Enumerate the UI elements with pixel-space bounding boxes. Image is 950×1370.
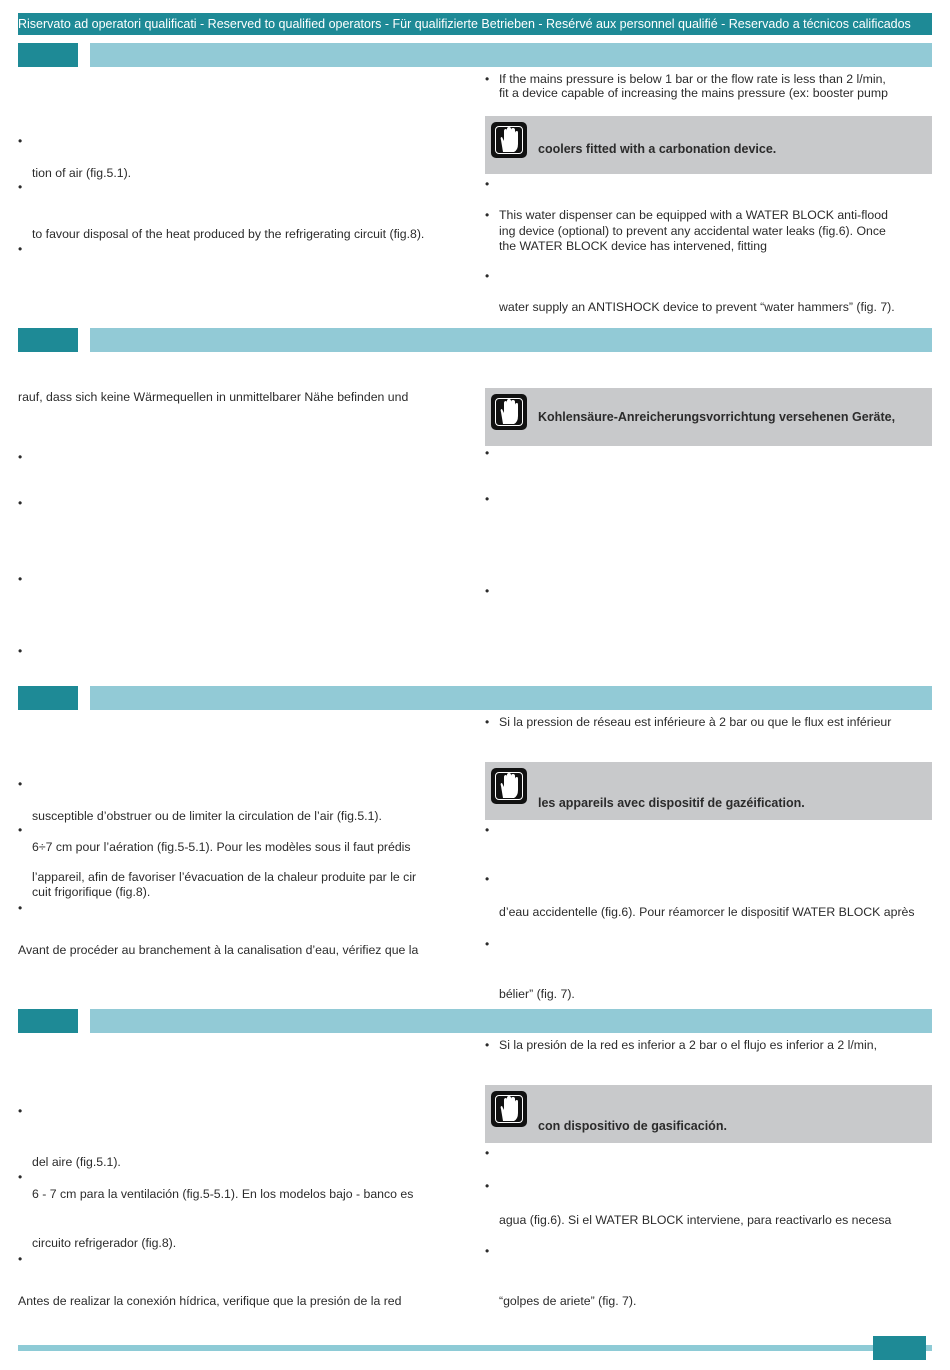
bullet: • xyxy=(485,715,490,729)
bullet: • xyxy=(485,584,490,598)
bullet: • xyxy=(18,1104,23,1118)
stop-hand-icon xyxy=(491,122,527,158)
section-header-spanish xyxy=(18,1009,932,1033)
paragraph-line: d’eau accidentelle (fig.6). Pour réamorcer le dispositif WATER BLOCK après xyxy=(499,905,915,919)
section-band xyxy=(90,1009,932,1033)
paragraph-line: tion of air (fig.5.1). xyxy=(32,166,132,180)
bullet: • xyxy=(18,572,23,586)
section-tab xyxy=(18,328,78,352)
paragraph-line: susceptible d’obstruer ou de limiter la circulation de l’air (fig.5.1). xyxy=(32,809,382,823)
footer-rule xyxy=(18,1345,932,1351)
bullet: • xyxy=(485,446,490,460)
section-header-german xyxy=(18,328,932,352)
section-header-french xyxy=(18,686,932,710)
restriction-text: Riservato ad operatori qualificati - Reserved to qualified operators - Für qualifizierte Betrieben - Resérvé aux personnel qualifié - Reservado a técnicos calificados xyxy=(18,17,911,31)
bullet: • xyxy=(18,777,23,791)
bullet: • xyxy=(485,1244,490,1258)
bullet: • xyxy=(485,492,490,506)
paragraph-line: cuit frigorifique (fig.8). xyxy=(32,885,151,899)
bullet: • xyxy=(485,937,490,951)
section-header-english xyxy=(18,43,932,67)
paragraph-line: agua (fig.6). Si el WATER BLOCK interviene, para reactivarlo es necesa xyxy=(499,1213,892,1227)
paragraph-line: water supply an ANTISHOCK device to prevent “water hammers” (fig. 7). xyxy=(499,300,895,314)
section-band xyxy=(90,686,932,710)
warning-text: con dispositivo de gasificación. xyxy=(538,1119,727,1133)
paragraph-line: 6 - 7 cm para la ventilación (fig.5-5.1). En los modelos bajo - banco es xyxy=(32,1187,414,1201)
bullet: • xyxy=(18,644,23,658)
bullet: • xyxy=(485,1146,490,1160)
bullet: • xyxy=(485,72,490,86)
paragraph-line: circuito refrigerador (fig.8). xyxy=(32,1236,177,1250)
bullet: • xyxy=(485,872,490,886)
paragraph-line: fit a device capable of increasing the mains pressure (ex: booster pump xyxy=(499,86,888,100)
bullet: • xyxy=(18,450,23,464)
paragraph-line: the WATER BLOCK device has intervened, fitting xyxy=(499,239,767,253)
paragraph-line: Avant de procéder au branchement à la canalisation d’eau, vérifiez que la xyxy=(18,943,419,957)
warning-box xyxy=(485,762,932,820)
section-tab xyxy=(18,686,78,710)
bullet: • xyxy=(18,1170,23,1184)
bullet: • xyxy=(18,1252,23,1266)
bullet: • xyxy=(485,177,490,191)
section-tab xyxy=(18,1009,78,1033)
paragraph-line: If the mains pressure is below 1 bar or the flow rate is less than 2 l/min, xyxy=(499,72,886,86)
section-band xyxy=(90,43,932,67)
warning-box xyxy=(485,116,932,174)
paragraph-line: This water dispenser can be equipped with a WATER BLOCK anti-flood xyxy=(499,208,888,222)
restriction-banner xyxy=(18,13,932,35)
paragraph-line: ing device (optional) to prevent any accidental water leaks (fig.6). Once xyxy=(499,224,886,238)
warning-text: Kohlensäure-Anreicherungsvorrichtung versehenen Geräte, xyxy=(538,410,896,424)
bullet: • xyxy=(485,1179,490,1193)
warning-text: coolers fitted with a carbonation device. xyxy=(538,142,777,156)
section-tab xyxy=(18,43,78,67)
bullet: • xyxy=(18,823,23,837)
bullet: • xyxy=(485,269,490,283)
paragraph-line: Si la pression de réseau est inférieure à 2 bar ou que le flux est inférieur xyxy=(499,715,892,729)
bullet: • xyxy=(485,1038,490,1052)
stop-hand-icon xyxy=(491,394,527,430)
bullet: • xyxy=(18,134,23,148)
warning-box xyxy=(485,1085,932,1143)
page-number-tab xyxy=(873,1336,926,1360)
bullet: • xyxy=(18,496,23,510)
bullet: • xyxy=(18,180,23,194)
paragraph-line: del aire (fig.5.1). xyxy=(32,1155,121,1169)
stop-hand-icon xyxy=(491,1091,527,1127)
paragraph-line: l’appareil, afin de favoriser l’évacuation de la chaleur produite par le cir xyxy=(32,870,417,884)
section-band xyxy=(90,328,932,352)
bullet: • xyxy=(18,901,23,915)
bullet: • xyxy=(485,208,490,222)
warning-text: les appareils avec dispositif de gazéification. xyxy=(538,796,805,810)
paragraph-line: 6÷7 cm pour l’aération (fig.5-5.1). Pour les modèles sous il faut prédis xyxy=(32,840,411,854)
stop-hand-icon xyxy=(491,768,527,804)
paragraph-line: “golpes de ariete” (fig. 7). xyxy=(499,1294,637,1308)
paragraph-line: Si la presión de la red es inferior a 2 bar o el flujo es inferior a 2 l/min, xyxy=(499,1038,877,1052)
paragraph-line: Antes de realizar la conexión hídrica, verifique que la presión de la red xyxy=(18,1294,402,1308)
bullet: • xyxy=(485,823,490,837)
bullet: • xyxy=(18,242,23,256)
paragraph-line: to favour disposal of the heat produced by the refrigerating circuit (fig.8). xyxy=(32,227,425,241)
warning-box xyxy=(485,388,932,446)
paragraph-line: rauf, dass sich keine Wärmequellen in unmittelbarer Nähe befinden und xyxy=(18,390,409,404)
paragraph-line: bélier” (fig. 7). xyxy=(499,987,575,1001)
